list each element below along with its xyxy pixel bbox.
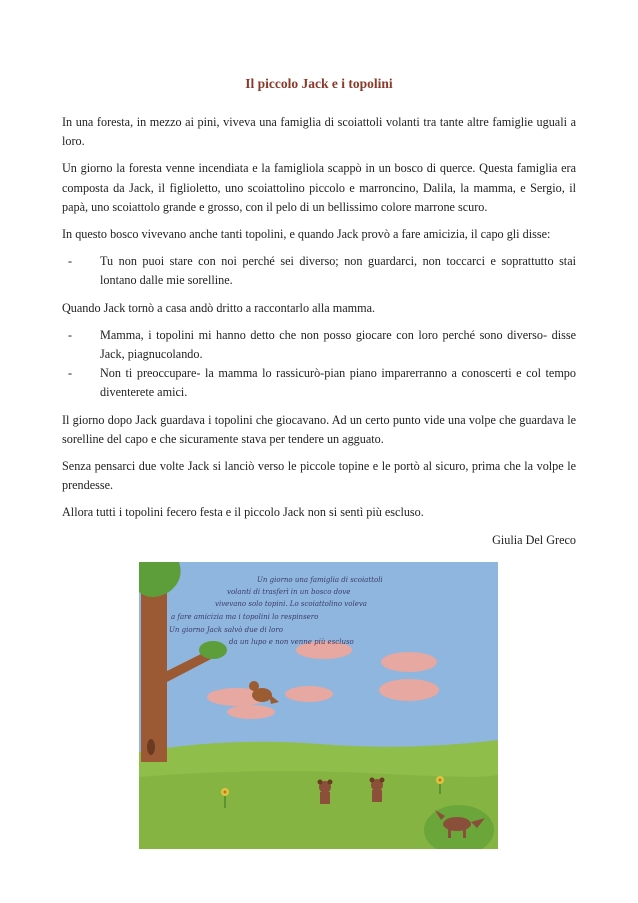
dialogue-item xyxy=(62,252,576,290)
cloud xyxy=(285,686,333,702)
paragraph: In questo bosco vivevano anche tanti topolini, e quando Jack provò a fare amicizia, il capo gli disse: xyxy=(62,227,551,242)
child-drawing-illustration xyxy=(139,562,498,849)
paragraph: Senza pensarci due volte Jack si lanciò verso le piccole topine e le portò al sicuro, prima che la volpe le prendesse. xyxy=(62,459,576,493)
dash-mark: - xyxy=(68,327,73,342)
author-name: Giulia Del Greco xyxy=(492,532,576,547)
cloud xyxy=(381,652,437,672)
dialogue-item xyxy=(62,364,576,402)
branch-leaves xyxy=(199,641,227,659)
cloud xyxy=(227,705,275,719)
handwritten-line: a fare amicizia ma i topolini lo respinsero xyxy=(171,613,319,621)
paragraph: Il giorno dopo Jack guardava i topolini che giocavano. Ad un certo punto vide una volpe che guardava le sorelline del capo e che sicuramente stava per tendere un agguato. xyxy=(62,412,576,446)
dialogue-text: Tu non puoi stare con noi perché sei diverso; non guardarci, non toccarci e soprattutto stai lontano dalle mie sorelline. xyxy=(100,254,576,288)
dialogue-text: Non ti preoccupare- la mamma lo rassicurò-pian piano imparerranno a conoscerti e col tempo diventerete amici. xyxy=(100,366,576,400)
story-title: Il piccolo Jack e i topolini xyxy=(245,76,393,91)
tree-hole xyxy=(147,739,155,755)
dash-mark: - xyxy=(68,254,73,269)
handwritten-line: Un giorno Jack salvò due di loro xyxy=(169,626,283,634)
handwritten-line: vivevano solo topini. Lo scoiattolino voleva xyxy=(215,600,367,608)
dialogue-item xyxy=(62,326,576,364)
paragraph: Allora tutti i topolini fecero festa e il piccolo Jack non si sentì più escluso. xyxy=(62,505,424,520)
handwritten-line: volanti di trasferì in un bosco dove xyxy=(227,588,351,596)
handwritten-line: Un giorno una famiglia di scoiattoli xyxy=(257,576,383,584)
paragraph: Un giorno la foresta venne incendiata e la famigliola scappò in un bosco di querce. Questa famiglia era composta da Jack, il figlioletto, uno scoiattolino piccolo e marroncino, Dalila, la mamma, e Sergio, il papà, uno scoiattolo grande e grosso, con il pelo di un bellissimo colore marrone scuro. xyxy=(62,161,576,214)
paragraph: In una foresta, in mezzo ai pini, viveva una famiglia di scoiattoli volanti tra tante altre famiglie uguali a loro. xyxy=(62,115,576,149)
paragraph: Quando Jack tornò a casa andò dritto a raccontarlo alla mamma. xyxy=(62,300,376,315)
handwritten-line: da un lupo e non venne più escluso xyxy=(229,638,354,646)
cloud xyxy=(379,679,439,701)
dash-mark: - xyxy=(68,366,73,381)
dialogue-text: Mamma, i topolini mi hanno detto che non posso giocare con loro perché sono diverso- disse Jack, piagnucolando. xyxy=(100,327,576,362)
story-body xyxy=(62,113,576,558)
